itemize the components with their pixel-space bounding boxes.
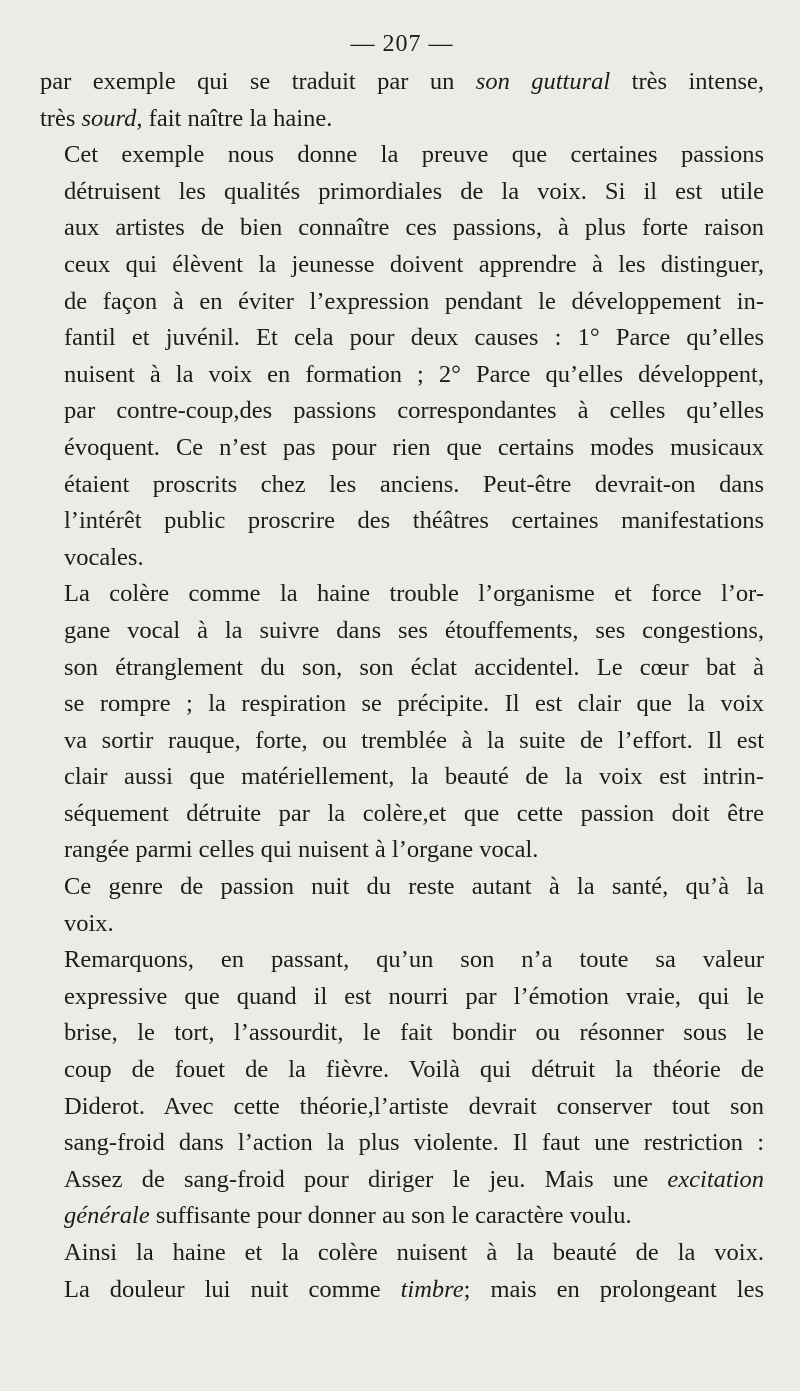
text-line: Assez de sang-froid pour diriger le jeu. Mais une excitation: [64, 1165, 764, 1193]
text-line: par exemple qui se traduit par un son guttural très intense,: [40, 68, 764, 95]
text-line: gane vocal à la suivre dans ses étouffements, ses congestions,: [64, 616, 764, 644]
text-line: va sortir rauque, forte, ou tremblée à la suite de l’effort. Il est: [64, 726, 764, 754]
text-line: séquement détruite par la colère,et que cette passion doit être: [64, 799, 764, 827]
text-line: Cet exemple nous donne la preuve que certaines passions: [64, 141, 764, 169]
text-line: brise, le tort, l’assourdit, le fait bondir ou résonner sous le: [64, 1019, 764, 1047]
text-line: Remarquons, en passant, qu’un son n’a toute sa valeur: [64, 946, 764, 974]
paragraph: [40, 869, 764, 942]
text-line: rangée parmi celles qui nuisent à l’organe vocal.: [64, 836, 539, 864]
text-line: expressive que quand il est nourri par l’émotion vraie, qui le: [64, 982, 764, 1010]
paragraph: [40, 576, 764, 869]
text-line: La colère comme la haine trouble l’organisme et force l’or-: [64, 580, 764, 608]
text-line: aux artistes de bien connaître ces passions, à plus forte raison: [64, 214, 764, 242]
text-line: de façon à en éviter l’expression pendant le développement in-: [64, 287, 764, 315]
italic-text: son guttural: [475, 68, 611, 95]
text-line: très sourd, fait naître la haine.: [40, 104, 333, 132]
text-line: l’intérêt public proscrire des théâtres certaines manifestations: [64, 507, 764, 535]
text-line: vocales.: [64, 543, 144, 571]
text-line: détruisent les qualités primordiales de la voix. Si il est utile: [64, 177, 764, 205]
italic-text: sourd,: [81, 104, 143, 132]
text-line: sang-froid dans l’action la plus violente. Il faut une restriction :: [64, 1129, 764, 1157]
text-line: La douleur lui nuit comme timbre; mais en prolongeant les: [64, 1275, 764, 1303]
italic-text: excitation: [667, 1165, 764, 1193]
text-line: ceux qui élèvent la jeunesse doivent apprendre à les distinguer,: [64, 250, 764, 278]
text-line: fantil et juvénil. Et cela pour deux causes : 1° Parce qu’elles: [64, 324, 764, 352]
paragraph: [40, 64, 764, 137]
text-line: clair aussi que matériellement, la beauté de la voix est intrin-: [64, 763, 764, 791]
text-line: évoquent. Ce n’est pas pour rien que certains modes musicaux: [64, 433, 764, 461]
text-line: se rompre ; la respiration se précipite. Il est clair que la voix: [64, 690, 764, 718]
text-line: étaient proscrits chez les anciens. Peut-être devrait-on dans: [64, 470, 764, 498]
text-line: voix.: [64, 909, 114, 937]
italic-text: timbre: [400, 1275, 464, 1303]
paragraph: [40, 942, 764, 1235]
italic-text: générale: [64, 1202, 150, 1230]
paragraph: [40, 1235, 764, 1308]
text-line: par contre-coup,des passions correspondantes à celles qu’elles: [64, 397, 764, 425]
text-line: Ce genre de passion nuit du reste autant à la santé, qu’à la: [64, 873, 764, 901]
page-number: — 207 —: [350, 31, 454, 57]
text-line: Ainsi la haine et la colère nuisent à la beauté de la voix.: [64, 1239, 764, 1266]
text-line: coup de fouet de la fièvre. Voilà qui détruit la théorie de: [64, 1056, 764, 1084]
text-line: nuisent à la voix en formation ; 2° Parce qu’elles développent,: [64, 360, 764, 388]
paragraph: [40, 137, 764, 576]
text-line: générale suffisante pour donner au son le caractère voulu.: [64, 1202, 632, 1230]
text-line: Diderot. Avec cette théorie,l’artiste devrait conserver tout son: [64, 1092, 764, 1120]
text-line: son étranglement du son, son éclat accidentel. Le cœur bat à: [64, 653, 764, 681]
